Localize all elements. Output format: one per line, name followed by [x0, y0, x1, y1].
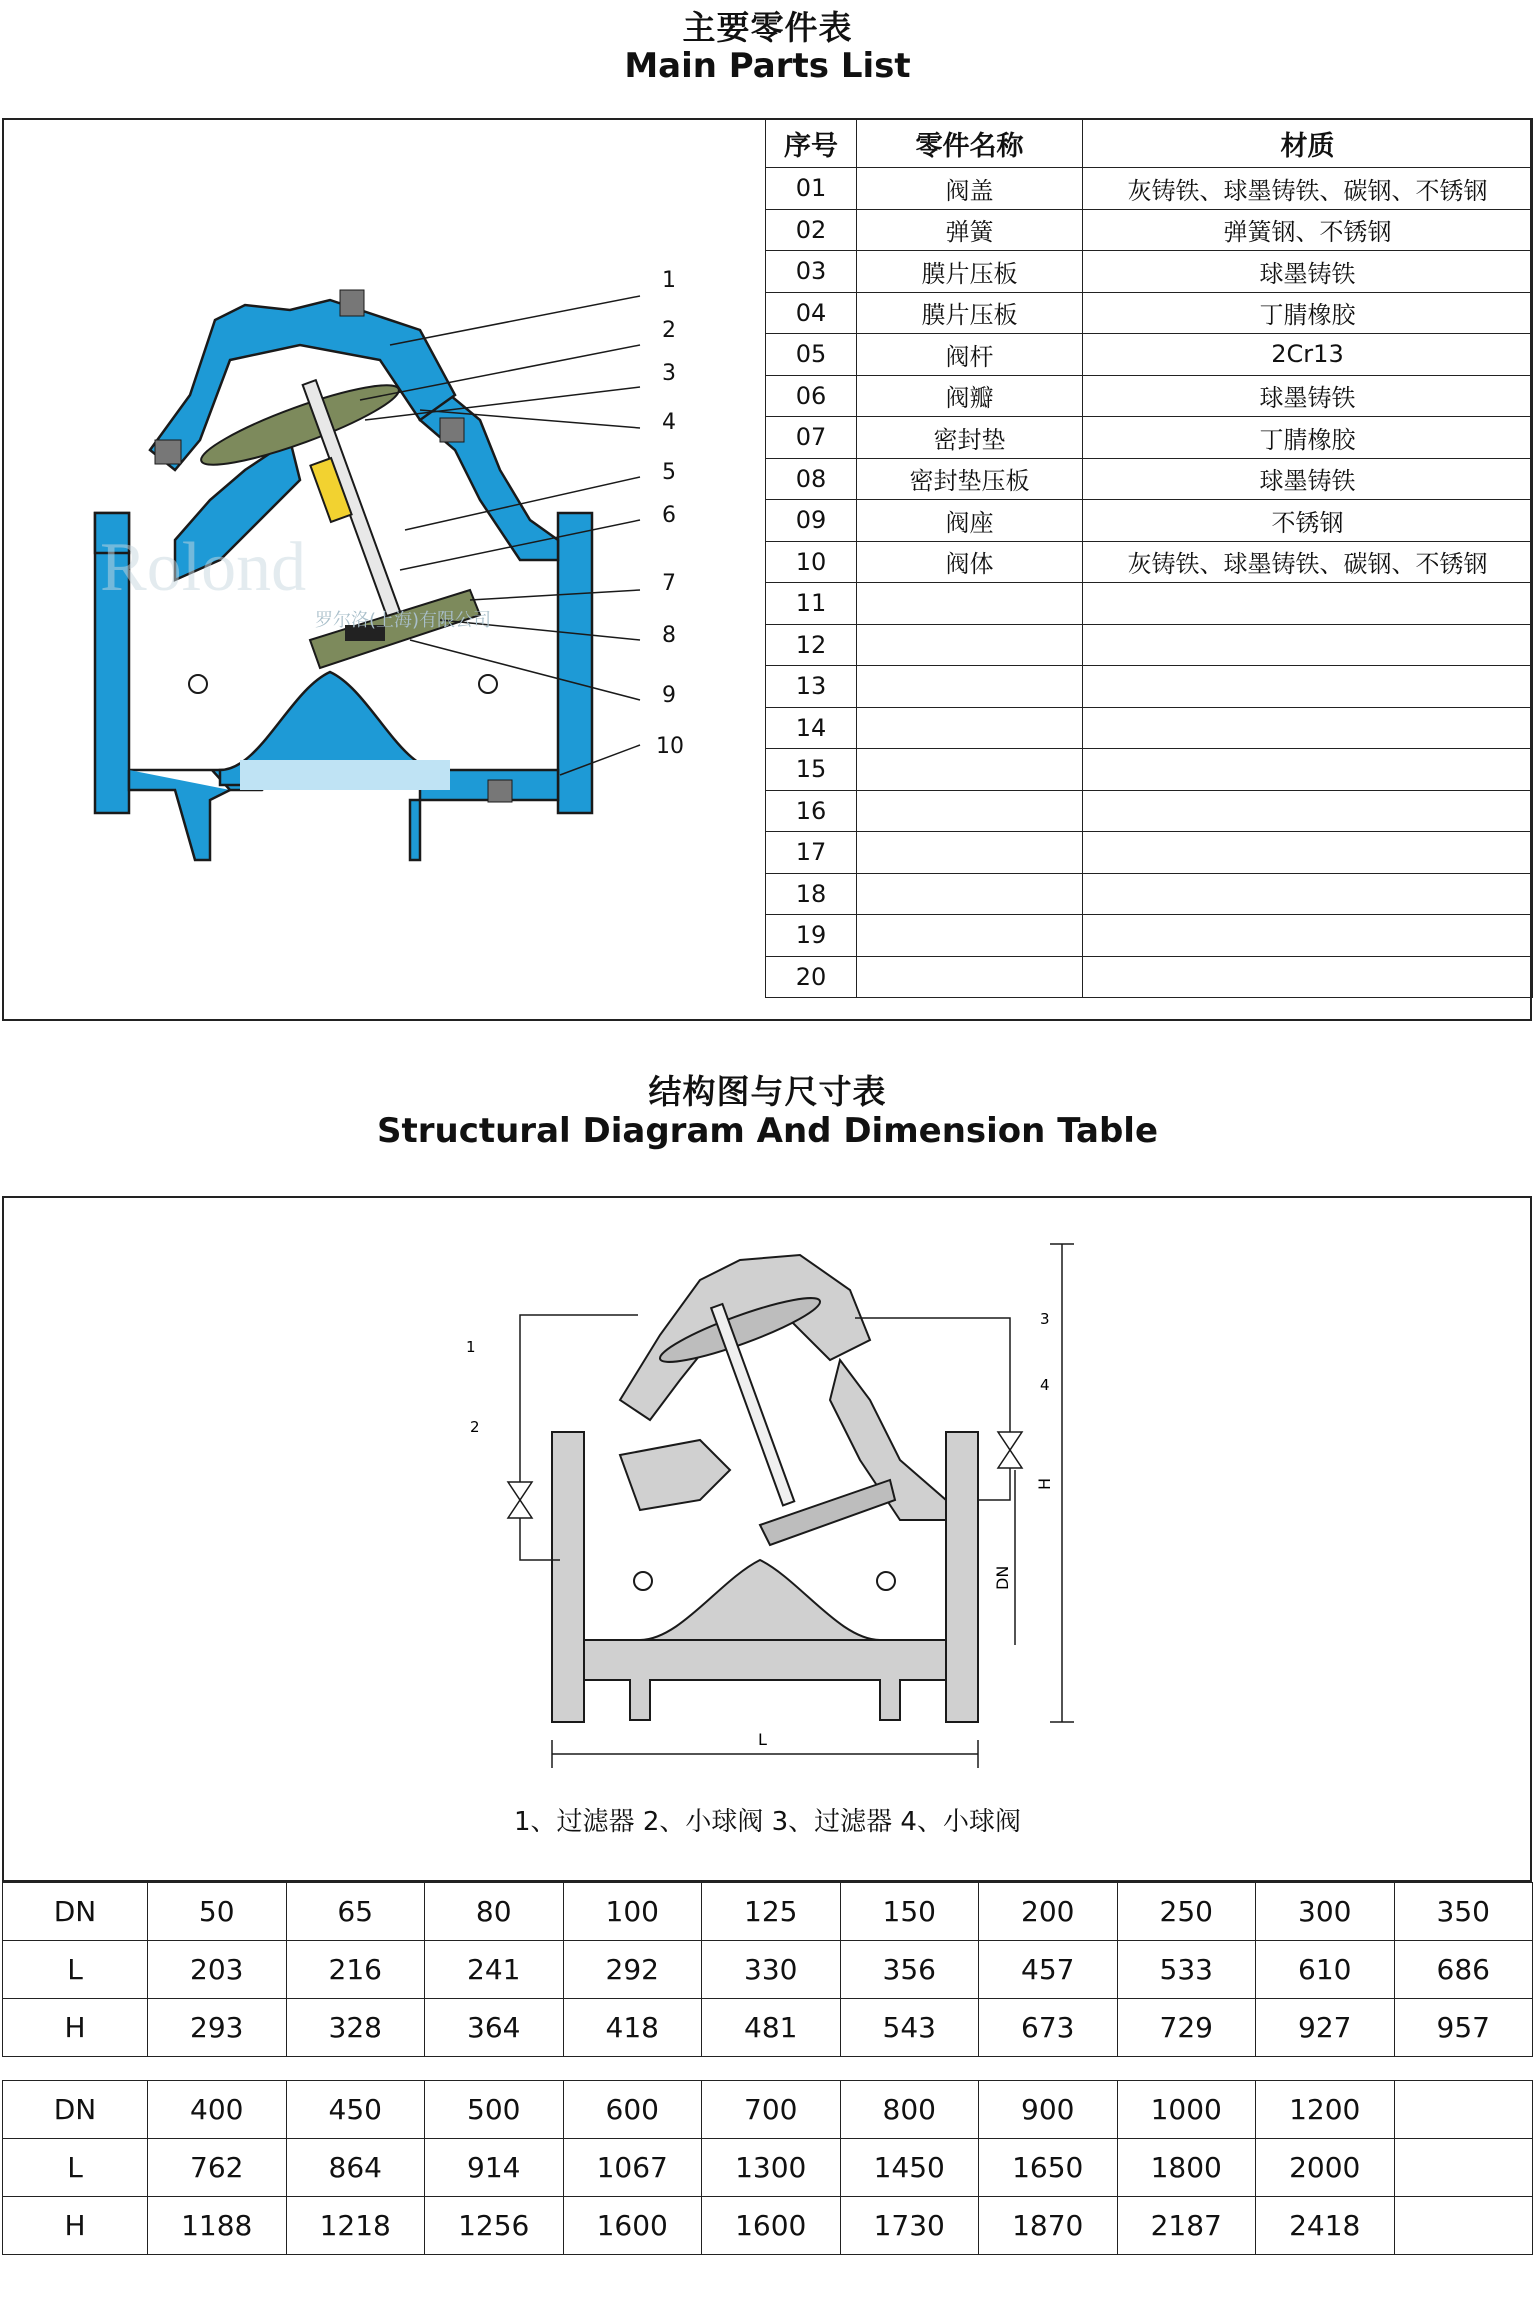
dimension-cell: 500: [425, 2081, 564, 2139]
dimension-cell: 150: [840, 1883, 979, 1941]
struct-callout-3: 3: [1040, 1310, 1050, 1328]
parts-material-cell: 球墨铸铁: [1083, 251, 1533, 293]
parts-material-cell: 丁腈橡胶: [1083, 292, 1533, 334]
parts-row: [766, 541, 1533, 583]
parts-material-cell: [1083, 832, 1533, 874]
watermark-sub: 罗尔洛(上海)有限公司: [315, 610, 492, 631]
parts-title-cn: 主要零件表: [682, 8, 853, 47]
parts-row: [766, 209, 1533, 251]
parts-table: [765, 118, 1533, 998]
parts-material-cell: [1083, 749, 1533, 791]
parts-row: [766, 749, 1533, 791]
parts-material-cell: [1083, 707, 1533, 749]
parts-index-cell: 07: [766, 417, 857, 459]
parts-row: [766, 375, 1533, 417]
parts-material-cell: 2Cr13: [1083, 334, 1533, 376]
callout-6: 6: [662, 503, 676, 528]
parts-name-cell: 膜片压板: [857, 251, 1083, 293]
parts-name-cell: [857, 707, 1083, 749]
dim-l-label: L: [758, 1730, 767, 1749]
dimension-cell: 1300: [702, 2139, 841, 2197]
dimension-cell: 200: [979, 1883, 1118, 1941]
dimension-cell: 800: [840, 2081, 979, 2139]
callout-1: 1: [662, 268, 676, 293]
dimension-cell: 700: [702, 2081, 841, 2139]
parts-name-cell: [857, 832, 1083, 874]
dimension-cell: 203: [148, 1941, 287, 1999]
header-material: 材质: [1083, 119, 1533, 168]
dimension-cell: 1870: [979, 2197, 1118, 2255]
parts-index-cell: 14: [766, 707, 857, 749]
dimension-row: [3, 1999, 1533, 2057]
dimension-cell: 686: [1394, 1941, 1533, 1999]
dimension-cell: 533: [1117, 1941, 1256, 1999]
parts-material-cell: [1083, 873, 1533, 915]
callout-3: 3: [662, 361, 676, 386]
parts-row: [766, 832, 1533, 874]
parts-name-cell: 阀盖: [857, 168, 1083, 210]
parts-row: [766, 790, 1533, 832]
parts-name-cell: 弹簧: [857, 209, 1083, 251]
callout-4: 4: [662, 410, 676, 435]
dimension-cell: 2418: [1256, 2197, 1395, 2255]
diaphragm: [195, 372, 405, 478]
dimension-cell: 1067: [563, 2139, 702, 2197]
dimension-row: [3, 1941, 1533, 1999]
parts-index-cell: 10: [766, 541, 857, 583]
parts-name-cell: [857, 583, 1083, 625]
parts-material-cell: [1083, 915, 1533, 957]
dimension-row-label: L: [3, 2139, 148, 2197]
parts-index-cell: 03: [766, 251, 857, 293]
parts-row: [766, 915, 1533, 957]
dimension-cell: 293: [148, 1999, 287, 2057]
dimension-cell: 1200: [1256, 2081, 1395, 2139]
parts-name-cell: [857, 873, 1083, 915]
dimension-cell: 125: [702, 1883, 841, 1941]
parts-material-cell: [1083, 666, 1533, 708]
parts-material-cell: 灰铸铁、球墨铸铁、碳钢、不锈钢: [1083, 168, 1533, 210]
dimension-cell: 481: [702, 1999, 841, 2057]
parts-row: [766, 292, 1533, 334]
right-flange: [558, 513, 592, 813]
dimension-cell: 1800: [1117, 2139, 1256, 2197]
dimension-cell: 216: [286, 1941, 425, 1999]
dimension-cell: 292: [563, 1941, 702, 1999]
dimension-cell: 241: [425, 1941, 564, 1999]
dimension-cell: 762: [148, 2139, 287, 2197]
structure-drawing: [440, 1230, 1120, 1770]
parts-index-cell: 09: [766, 500, 857, 542]
callout-2: 2: [662, 318, 676, 343]
dimension-cell: 864: [286, 2139, 425, 2197]
dimension-row: [3, 2139, 1533, 2197]
dimension-table-2: [2, 2080, 1533, 2255]
dimension-cell: 1730: [840, 2197, 979, 2255]
dimension-cell: 1600: [563, 2197, 702, 2255]
dimension-cell: 300: [1256, 1883, 1395, 1941]
parts-index-cell: 12: [766, 624, 857, 666]
parts-row: [766, 168, 1533, 210]
parts-index-cell: 15: [766, 749, 857, 791]
dimension-cell: 350: [1394, 1883, 1533, 1941]
parts-header-row: [766, 119, 1533, 168]
parts-index-cell: 02: [766, 209, 857, 251]
dimension-cell: 80: [425, 1883, 564, 1941]
parts-material-cell: 球墨铸铁: [1083, 375, 1533, 417]
dimension-cell: 729: [1117, 1999, 1256, 2057]
dimension-cell: 610: [1256, 1941, 1395, 1999]
parts-index-cell: 08: [766, 458, 857, 500]
parts-row: [766, 417, 1533, 459]
parts-index-cell: 20: [766, 956, 857, 998]
parts-name-cell: [857, 790, 1083, 832]
dimension-cell: [1394, 2139, 1533, 2197]
dimension-cell: 400: [148, 2081, 287, 2139]
struct-callout-1: 1: [466, 1338, 476, 1356]
parts-index-cell: 18: [766, 873, 857, 915]
dimension-row-label: DN: [3, 2081, 148, 2139]
dimension-row-label: L: [3, 1941, 148, 1999]
dimension-cell: 328: [286, 1999, 425, 2057]
callout-9: 9: [662, 683, 676, 708]
parts-index-cell: 13: [766, 666, 857, 708]
dimension-cell: 2000: [1256, 2139, 1395, 2197]
dimension-cell: [1394, 2197, 1533, 2255]
parts-material-cell: 弹簧钢、不锈钢: [1083, 209, 1533, 251]
dim-h-label: H: [1035, 1477, 1054, 1490]
struct-callout-2: 2: [470, 1418, 480, 1436]
dimension-cell: 364: [425, 1999, 564, 2057]
parts-row: [766, 956, 1533, 998]
parts-row: [766, 624, 1533, 666]
parts-row: [766, 666, 1533, 708]
dimension-cell: 418: [563, 1999, 702, 2057]
dimension-cell: 600: [563, 2081, 702, 2139]
parts-material-cell: [1083, 956, 1533, 998]
parts-name-cell: 密封垫: [857, 417, 1083, 459]
parts-row: [766, 251, 1533, 293]
parts-material-cell: 不锈钢: [1083, 500, 1533, 542]
dimension-cell: 450: [286, 2081, 425, 2139]
dimension-cell: 1450: [840, 2139, 979, 2197]
parts-material-cell: [1083, 790, 1533, 832]
parts-row: [766, 583, 1533, 625]
dimension-row-label: H: [3, 1999, 148, 2057]
dimension-cell: 543: [840, 1999, 979, 2057]
dimension-cell: 1188: [148, 2197, 287, 2255]
dimension-row-label: DN: [3, 1883, 148, 1941]
dimension-cell: 250: [1117, 1883, 1256, 1941]
dimension-row: [3, 2081, 1533, 2139]
parts-name-cell: 密封垫压板: [857, 458, 1083, 500]
parts-material-cell: 灰铸铁、球墨铸铁、碳钢、不锈钢: [1083, 541, 1533, 583]
struct-title-cn: 结构图与尺寸表: [648, 1072, 887, 1111]
struct-title-en: Structural Diagram And Dimension Table: [376, 1111, 1159, 1151]
parts-name-cell: [857, 624, 1083, 666]
parts-material-cell: 球墨铸铁: [1083, 458, 1533, 500]
parts-row: [766, 873, 1533, 915]
valve-cross-section: [60, 250, 760, 890]
parts-row: [766, 707, 1533, 749]
dimension-cell: 1600: [702, 2197, 841, 2255]
dimension-cell: [1394, 2081, 1533, 2139]
dimension-cell: 356: [840, 1941, 979, 1999]
parts-index-cell: 06: [766, 375, 857, 417]
dimension-cell: 2187: [1117, 2197, 1256, 2255]
dimension-table-1: [2, 1882, 1533, 2057]
watermark: Rolond: [100, 529, 307, 606]
callout-5: 5: [662, 460, 676, 485]
dim-dn-label: DN: [993, 1565, 1012, 1590]
dimension-cell: 673: [979, 1999, 1118, 2057]
callout-8: 8: [662, 623, 676, 648]
dimension-row-label: H: [3, 2197, 148, 2255]
parts-name-cell: [857, 666, 1083, 708]
parts-index-cell: 05: [766, 334, 857, 376]
header-part-name: 零件名称: [857, 119, 1083, 168]
parts-material-cell: [1083, 583, 1533, 625]
dimension-cell: 1000: [1117, 2081, 1256, 2139]
parts-title-en: Main Parts List: [624, 46, 911, 86]
parts-name-cell: 阀瓣: [857, 375, 1083, 417]
dimension-row: [3, 1883, 1533, 1941]
dimension-cell: 914: [425, 2139, 564, 2197]
parts-row: [766, 500, 1533, 542]
structure-caption: 1、过滤器 2、小球阀 3、过滤器 4、小球阀: [514, 1807, 1021, 1837]
parts-name-cell: 阀体: [857, 541, 1083, 583]
parts-name-cell: [857, 956, 1083, 998]
dimension-cell: 1256: [425, 2197, 564, 2255]
dimension-cell: 900: [979, 2081, 1118, 2139]
parts-name-cell: 膜片压板: [857, 292, 1083, 334]
struct-callout-4: 4: [1040, 1376, 1050, 1394]
parts-index-cell: 19: [766, 915, 857, 957]
dimension-cell: 927: [1256, 1999, 1395, 2057]
dimension-cell: 50: [148, 1883, 287, 1941]
parts-index-cell: 04: [766, 292, 857, 334]
dimension-cell: 957: [1394, 1999, 1533, 2057]
parts-name-cell: [857, 915, 1083, 957]
parts-index-cell: 17: [766, 832, 857, 874]
header-index: 序号: [766, 119, 857, 168]
dimension-cell: 1650: [979, 2139, 1118, 2197]
parts-index-cell: 16: [766, 790, 857, 832]
dimension-row: [3, 2197, 1533, 2255]
dimension-cell: 65: [286, 1883, 425, 1941]
parts-index-cell: 01: [766, 168, 857, 210]
dimension-cell: 457: [979, 1941, 1118, 1999]
parts-name-cell: [857, 749, 1083, 791]
callout-7: 7: [662, 571, 676, 596]
parts-row: [766, 334, 1533, 376]
parts-name-cell: 阀杆: [857, 334, 1083, 376]
parts-index-cell: 11: [766, 583, 857, 625]
dimension-cell: 100: [563, 1883, 702, 1941]
dimension-cell: 1218: [286, 2197, 425, 2255]
parts-material-cell: 丁腈橡胶: [1083, 417, 1533, 459]
parts-row: [766, 458, 1533, 500]
callout-10: 10: [656, 734, 684, 759]
parts-name-cell: 阀座: [857, 500, 1083, 542]
dimension-cell: 330: [702, 1941, 841, 1999]
parts-material-cell: [1083, 624, 1533, 666]
